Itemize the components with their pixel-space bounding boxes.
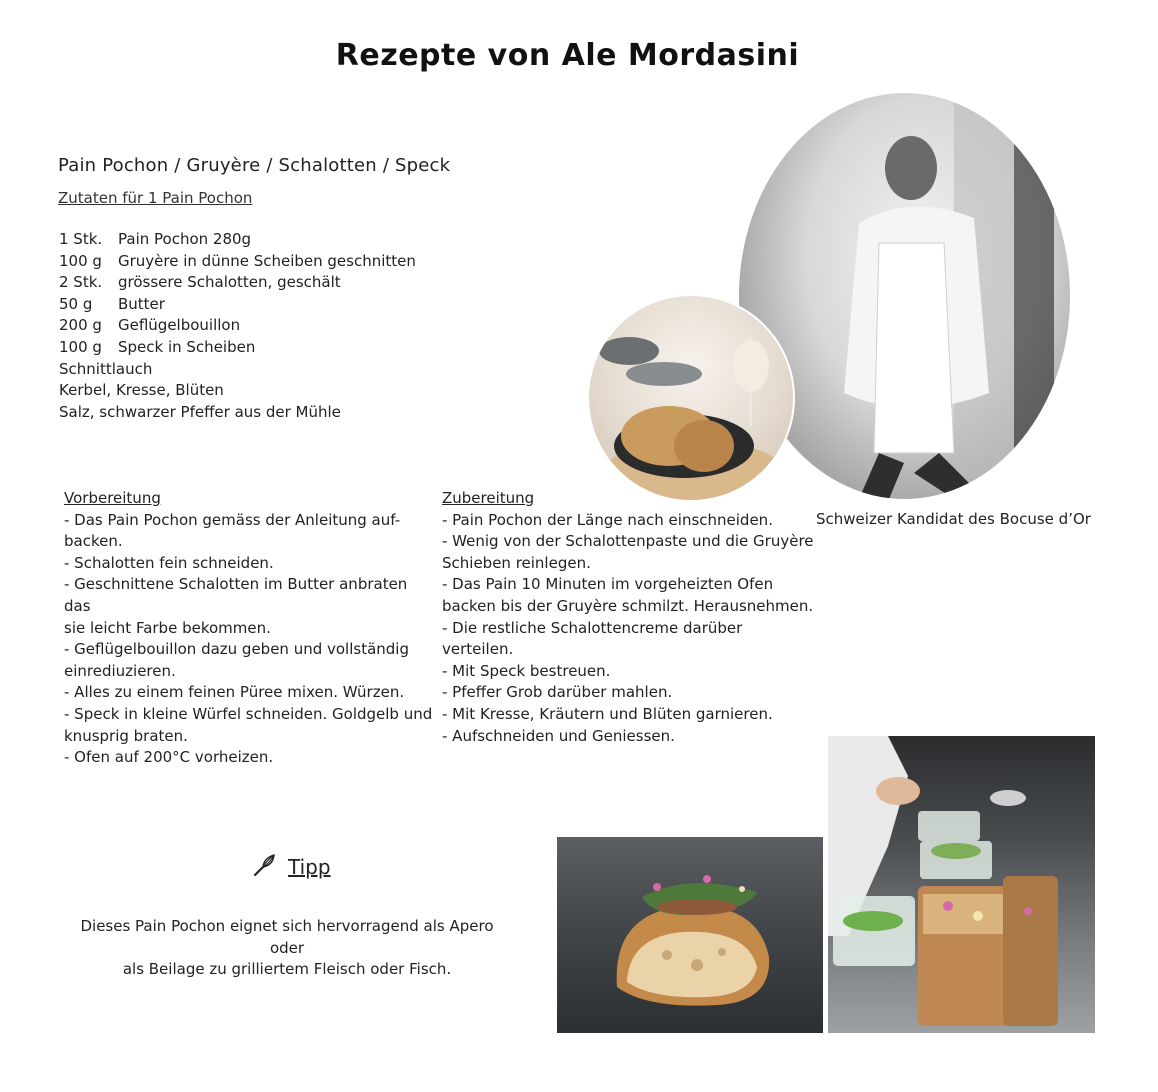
ingredient-row: [59, 229, 519, 251]
step-line: knusprig braten.: [64, 726, 188, 745]
step-line: - Das Pain Pochon gemäss der Anleitung auf-: [64, 510, 401, 529]
page-title: Rezepte von Ale Mordasini: [335, 38, 800, 73]
tipp-text-line: Dieses Pain Pochon eignet sich hervorragend als Apero oder: [80, 917, 494, 957]
step-line: - Aufschneiden und Geniessen.: [442, 726, 675, 745]
ingredient-qty: 100 g: [59, 337, 102, 356]
kitchen-prep-illustration: [828, 736, 1095, 1033]
ingredient-item: Geflügelbouillon: [118, 316, 241, 335]
ingredient-row: [59, 294, 519, 316]
ingredient-row: [59, 272, 519, 294]
ingredient-qty: 50 g: [59, 294, 93, 313]
chef-caption: Schweizer Kandidat des Bocuse d’Or: [816, 510, 1091, 528]
step-line: sie leicht Farbe bekommen.: [64, 618, 271, 637]
ingredient-row: [59, 337, 519, 359]
ingredient-row: [59, 251, 519, 273]
ingredient-item: Butter: [118, 294, 165, 313]
step-line: backen bis der Gruyère schmilzt. Herausnehmen.: [442, 596, 814, 615]
ingredient-qty: 200 g: [59, 316, 102, 335]
ingredient-row: [59, 315, 519, 337]
step-line: Schieben reinlegen.: [442, 553, 591, 572]
tipp-text-line: als Beilage zu grilliertem Fleisch oder Fisch.: [122, 960, 452, 979]
step-line: - Speck in kleine Würfel schneiden. Goldgelb und: [64, 704, 433, 723]
ingredient-item: Pain Pochon 280g: [118, 230, 252, 248]
step-line: - Geschnittene Schalotten im Butter anbraten das: [64, 575, 408, 615]
kitchen-prep-photo: [828, 736, 1095, 1033]
vorbereitung-heading: Vorbereitung: [64, 489, 161, 507]
step-line: backen.: [64, 532, 123, 551]
step-line: - Pain Pochon der Länge nach einschneiden.: [442, 510, 773, 529]
ingredient-item: grössere Schalotten, geschält: [118, 273, 341, 292]
ingredient-item: Gruyère in dünne Scheiben geschnitten: [118, 251, 416, 270]
step-line: - Mit Speck bestreuen.: [442, 661, 611, 680]
step-line: - Alles zu einem feinen Püree mixen. Würzen.: [64, 683, 405, 702]
tipp-text: [62, 916, 512, 981]
ingredient-item: Speck in Scheiben: [118, 337, 256, 356]
step-line: - Schalotten fein schneiden.: [64, 553, 274, 572]
recipe-title: Pain Pochon / Gruyère / Schalotten / Speck: [58, 155, 451, 176]
garnished-bread-illustration: [557, 837, 823, 1033]
step-line: - Pfeffer Grob darüber mahlen.: [442, 683, 673, 702]
ingredient-extra: Salz, schwarzer Pfeffer aus der Mühle: [59, 402, 341, 421]
garnished-bread-photo: [557, 837, 823, 1033]
tipp-heading: [252, 852, 331, 882]
step-line: - Die restliche Schalottencreme darüber verteilen.: [442, 618, 743, 659]
ingredient-extra: Schnittlauch: [59, 359, 153, 378]
ingredient-list: [59, 229, 519, 423]
step-line: - Das Pain 10 Minuten im vorgeheizten Ofen: [442, 575, 774, 594]
ingredient-qty: 2 Stk.: [59, 273, 103, 292]
vorbereitung-section: [64, 488, 434, 769]
ingredients-heading: Zutaten für 1 Pain Pochon: [58, 189, 253, 207]
zubereitung-section: [442, 488, 814, 747]
served-dish-photo: [587, 294, 795, 502]
step-line: - Wenig von der Schalottenpaste und die Gruyère: [442, 532, 814, 551]
step-line: - Ofen auf 200°C vorheizen.: [64, 748, 274, 767]
ingredient-extra: Kerbel, Kresse, Blüten: [59, 381, 224, 400]
step-line: einrediuzieren.: [64, 661, 176, 680]
ingredient-qty: 100 g: [59, 251, 102, 270]
step-line: - Geflügelbouillon dazu geben und vollständig: [64, 640, 409, 659]
zubereitung-heading: Zubereitung: [442, 489, 535, 507]
ingredient-qty: 1 Stk.: [59, 230, 103, 248]
served-dish-illustration: [589, 296, 795, 502]
chef-portrait-illustration: [739, 93, 1070, 499]
chef-portrait-photo: [739, 93, 1070, 499]
whisk-icon: [252, 852, 278, 882]
tipp-label: Tipp: [288, 855, 331, 879]
step-line: - Mit Kresse, Kräutern und Blüten garnieren.: [442, 704, 773, 723]
